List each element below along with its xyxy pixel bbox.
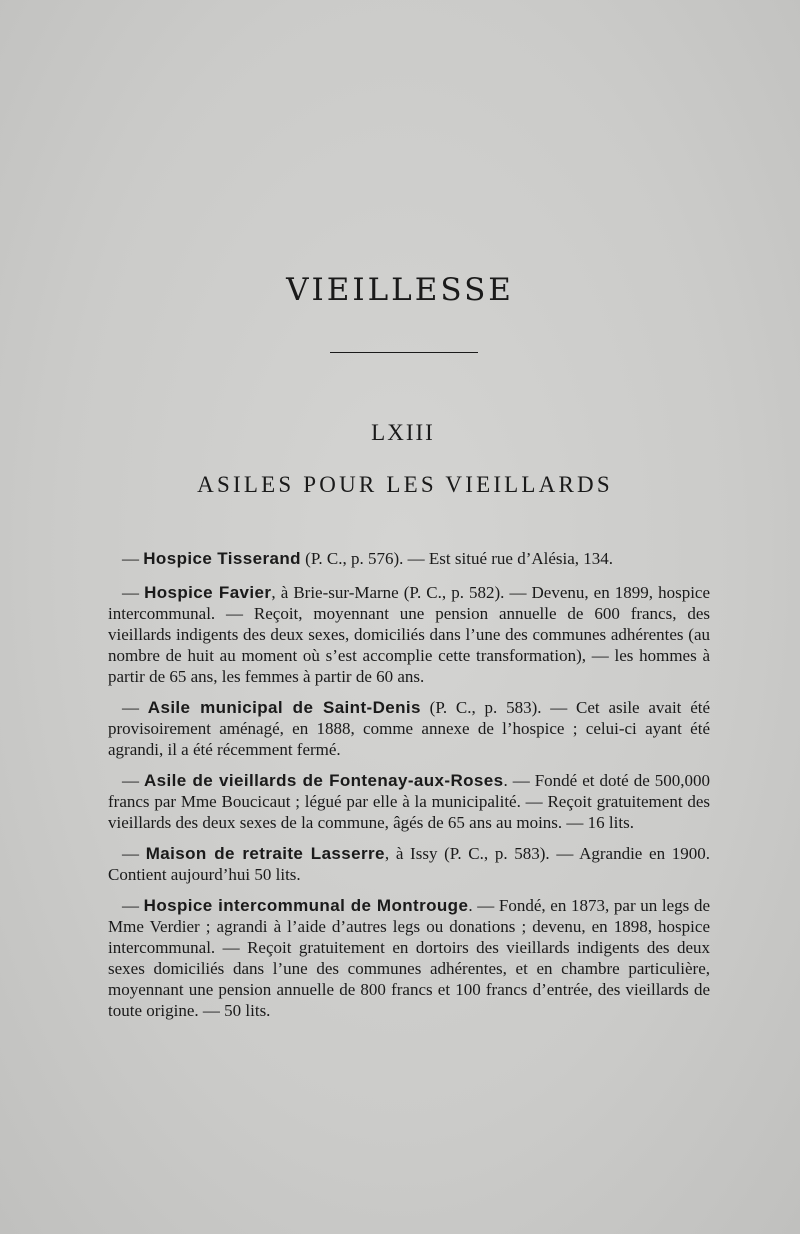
entry-hospice-montrouge xyxy=(108,895,710,1021)
entry-dash: — xyxy=(122,771,144,790)
entry-text: . — Fondé, en 1873, par un legs de Mme Verdier ; agrandi à l’aide d’autres legs ou donations ; devenu, en 1898, hospice intercommunal. — Reçoit gratuitement en dortoirs des vieillards indigents des deux sexes domiciliés dans l’une des communes adhérentes, et en chambre particulière, moyennant une pension annuelle de 800 francs et 100 francs d’entrée, des vieillards de toute origine. — 50 lits. xyxy=(108,896,711,1020)
entry-text: (P. C., p. 583). — Cet asile avait été provisoirement aménagé, en 1888, comme annexe de l’hospice ; celui-ci ayant été agrandi, il a été récemment fermé. xyxy=(108,698,711,759)
entry-text: , à Brie-sur-Marne (P. C., p. 582). — Devenu, en 1899, hospice intercommunal. — Reçoit, moyennant une pension annuelle de 600 francs, des vieillards indigents des deux sexes, domiciliés dans l’une des communes adhérentes (au nombre de huit au moment où s’est accomplie cette transformation), — les hommes à partir de 65 ans, les femmes à partir de 60 ans. xyxy=(108,583,711,686)
entry-dash: — xyxy=(122,844,146,863)
entry-asile-saint-denis xyxy=(108,697,710,760)
institution-name: Hospice Favier xyxy=(144,583,272,602)
title-rule xyxy=(330,352,478,353)
entry-text: (P. C., p. 576). — Est situé rue d’Alésia, 134. xyxy=(300,549,614,568)
institution-name: Asile municipal de Saint-Denis xyxy=(147,698,421,717)
entry-hospice-favier xyxy=(108,582,710,687)
chapter-title: ASILES POUR LES VIEILLARDS xyxy=(197,472,613,497)
entry-text: , à Issy (P. C., p. 583). — Agrandie en 1900. Contient aujourd’hui 50 lits. xyxy=(108,844,710,884)
entry-text: . — Fondé et doté de 500,000 francs par Mme Boucicaut ; légué par elle à la municipalité. — Reçoit gratuitement des vieillards des deux sexes de la commune, âgés de 65 ans au moins. — 16 lits. xyxy=(108,771,710,832)
entry-dash: — xyxy=(122,896,144,915)
entry-asile-fontenay xyxy=(108,770,710,833)
entry-dash: — xyxy=(122,698,148,717)
institution-name: Maison de retraite Lasserre xyxy=(145,844,385,863)
entry-hospice-tisserand xyxy=(108,548,710,569)
section-title: VIEILLESSE xyxy=(286,272,514,308)
institution-name: Hospice Tisserand xyxy=(143,549,301,568)
entries-list xyxy=(108,548,710,1031)
entry-dash: — xyxy=(122,549,144,568)
entry-maison-lasserre xyxy=(108,843,710,885)
institution-name: Asile de vieillards de Fontenay-aux-Roses xyxy=(144,771,504,790)
chapter-number: LXIII xyxy=(371,420,435,445)
entry-dash: — xyxy=(122,583,145,602)
institution-name: Hospice intercommunal de Montrouge xyxy=(143,896,469,915)
